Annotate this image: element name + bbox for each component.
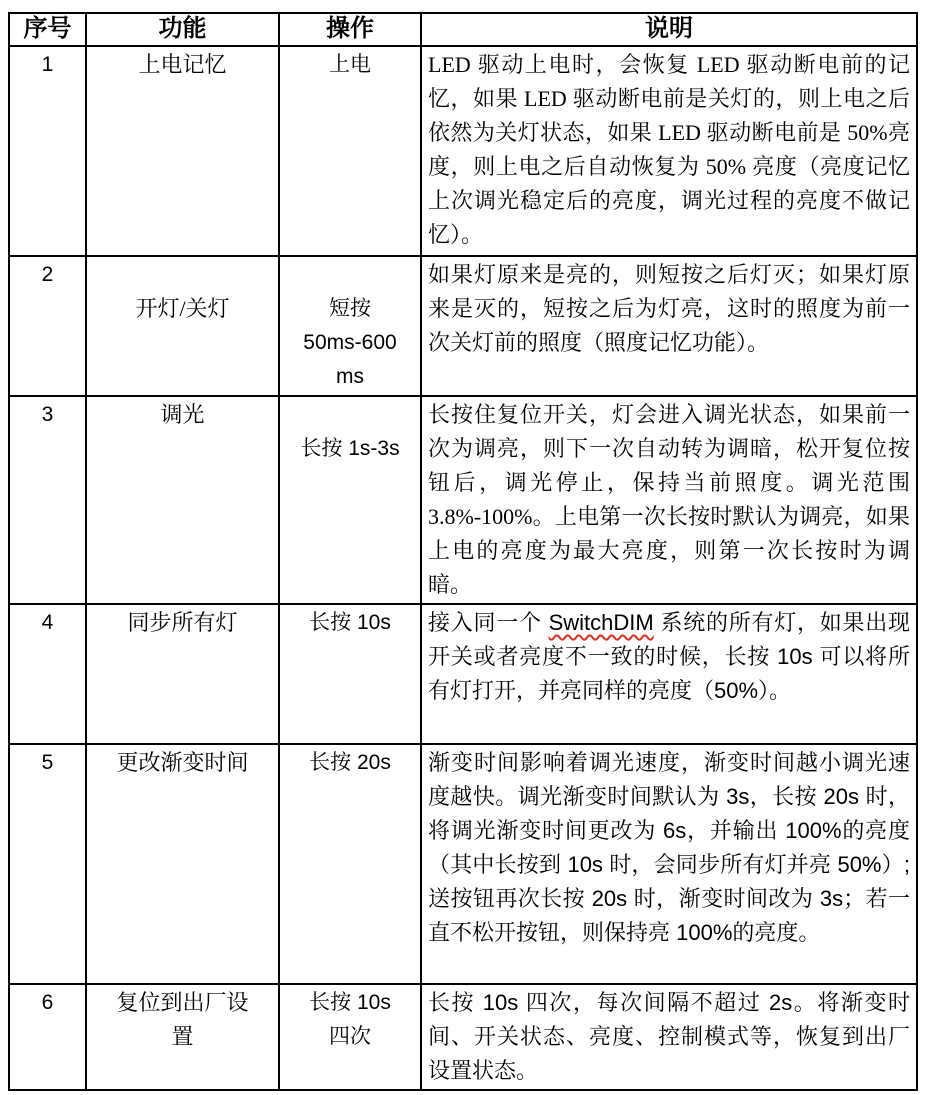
row-number-cell: 1 bbox=[9, 46, 86, 256]
operation-cell: 长按 20s bbox=[279, 744, 421, 984]
table-row bbox=[9, 604, 917, 744]
row-number-cell: 4 bbox=[9, 604, 86, 744]
description-cell: 长按 10s 四次，每次间隔不超过 2s。将渐变时间、开关状态、亮度、控制模式等，恢复到出厂设置状态。 bbox=[421, 984, 917, 1090]
table-row bbox=[9, 396, 917, 604]
operation-cell: 上电 bbox=[279, 46, 421, 256]
description-cell: 接入同一个 SwitchDIM 系统的所有灯，如果出现开关或者亮度不一致的时候，长按 10s 可以将所有灯打开，并亮同样的亮度（50%）。 bbox=[421, 604, 917, 744]
table-header-row bbox=[9, 13, 917, 46]
row-number-cell: 2 bbox=[9, 256, 86, 396]
function-cell: 上电记忆 bbox=[86, 46, 279, 256]
spellcheck-underline: SwitchDIM bbox=[548, 610, 654, 635]
header-cell-no: 序号 bbox=[9, 13, 86, 46]
description-cell: 渐变时间影响着调光速度，渐变时间越小调光速度越快。调光渐变时间默认为 3s，长按 20s 时，将调光渐变时间更改为 6s，并输出 100%的亮度（其中长按到 10s 时，会同步所有灯并亮 50%）;送按钮再次长按 20s 时，渐变时间改为 3s；若一直不松开按钮，则保持亮 100%的亮度。 bbox=[421, 744, 917, 984]
header-cell-function: 功能 bbox=[86, 13, 279, 46]
function-cell: 同步所有灯 bbox=[86, 604, 279, 744]
table-row bbox=[9, 984, 917, 1090]
row-number-cell: 5 bbox=[9, 744, 86, 984]
description-cell: LED 驱动上电时，会恢复 LED 驱动断电前的记忆，如果 LED 驱动断电前是关灯的，则上电之后依然为关灯状态，如果 LED 驱动断电前是 50%亮度，则上电之后自动恢复为 50% 亮度（亮度记忆上次调光稳定后的亮度，调光过程的亮度不做记忆）。 bbox=[421, 46, 917, 256]
operation-cell: 长按 10s bbox=[279, 604, 421, 744]
function-cell: 复位到出厂设 置 bbox=[86, 984, 279, 1090]
function-cell: 更改渐变时间 bbox=[86, 744, 279, 984]
function-cell: 开灯/关灯 bbox=[86, 256, 279, 396]
table-row bbox=[9, 46, 917, 256]
function-cell: 调光 bbox=[86, 396, 279, 604]
header-cell-description: 说明 bbox=[421, 13, 917, 46]
description-cell: 长按住复位开关，灯会进入调光状态，如果前一次为调亮，则下一次自动转为调暗，松开复位按钮后，调光停止，保持当前照度。调光范围 3.8%-100%。上电第一次长按时默认为调亮，如果上电的亮度为最大亮度，则第一次长按时为调暗。 bbox=[421, 396, 917, 604]
row-number-cell: 3 bbox=[9, 396, 86, 604]
table-row bbox=[9, 744, 917, 984]
operation-cell: 短按 50ms-600 ms bbox=[279, 256, 421, 396]
description-cell: 如果灯原来是亮的，则短按之后灯灭；如果灯原来是灭的，短按之后为灯亮，这时的照度为前一次关灯前的照度（照度记忆功能）。 bbox=[421, 256, 917, 396]
header-cell-operation: 操作 bbox=[279, 13, 421, 46]
table-row bbox=[9, 256, 917, 396]
operation-cell: 长按 10s 四次 bbox=[279, 984, 421, 1090]
operation-cell: 长按 1s-3s bbox=[279, 396, 421, 604]
row-number-cell: 6 bbox=[9, 984, 86, 1090]
function-spec-table bbox=[8, 12, 918, 1091]
